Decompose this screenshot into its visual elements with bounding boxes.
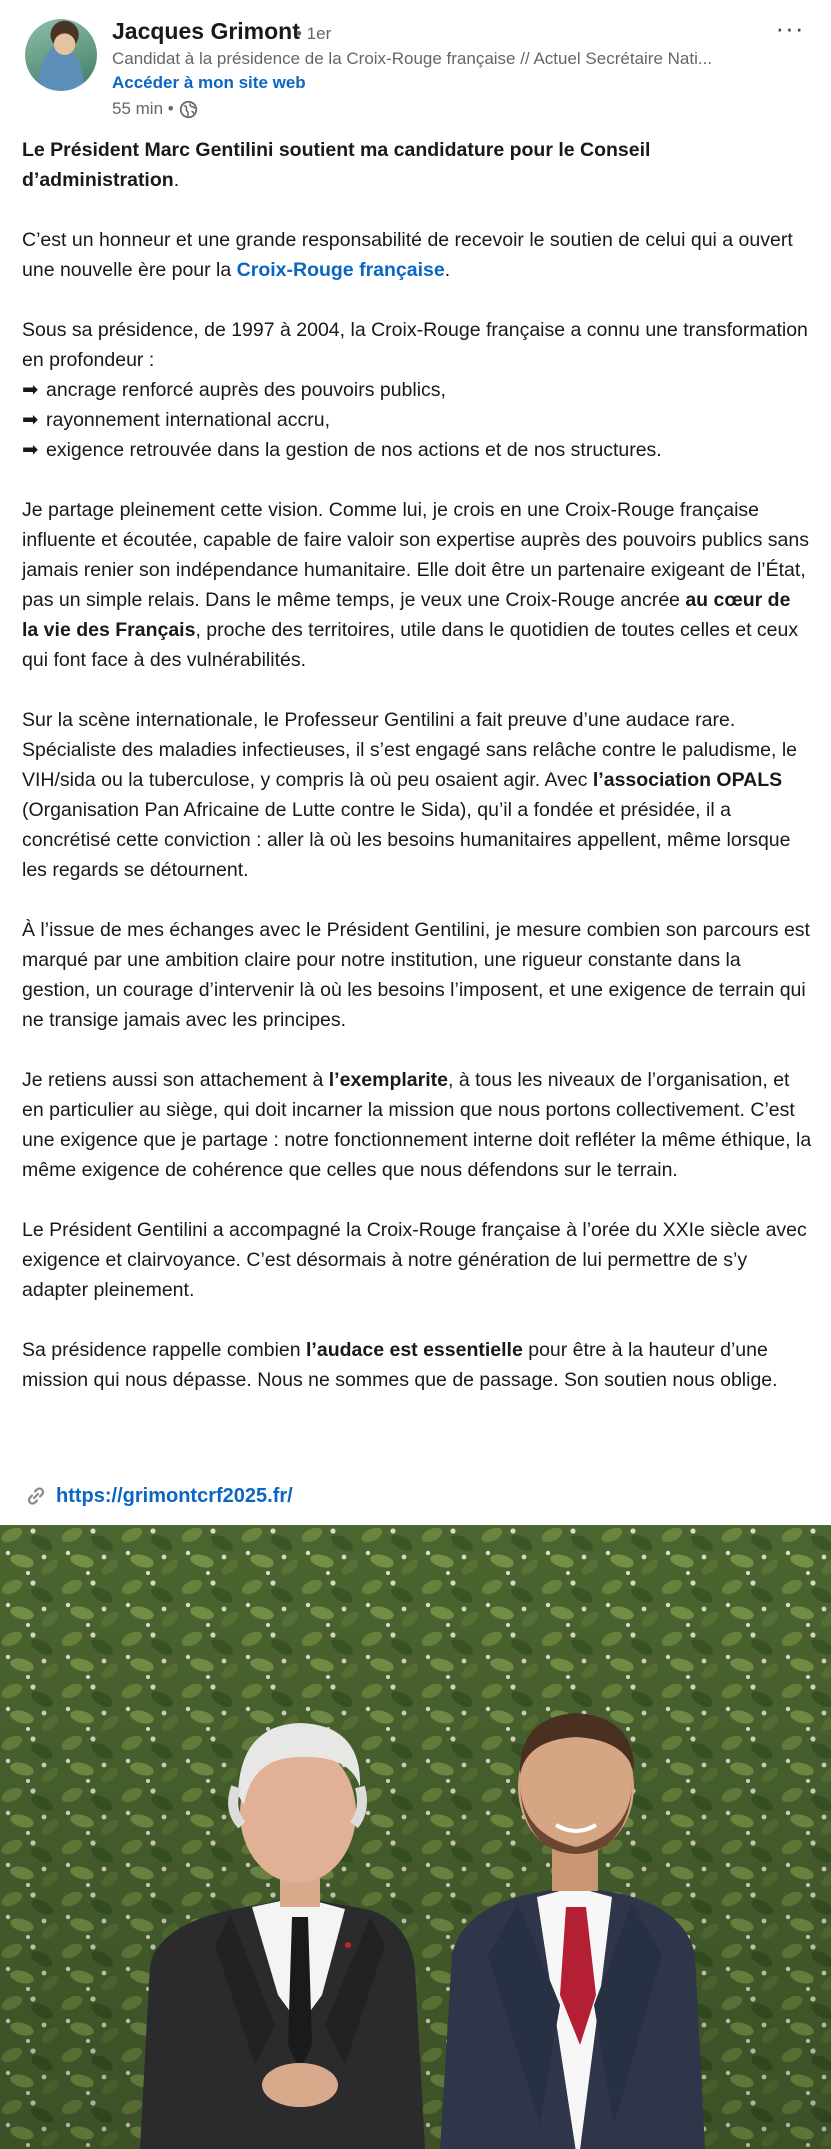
post-meta <box>112 99 198 119</box>
bullet-item: ➡ ancrage renforcé auprès des pouvoirs publics, <box>22 375 812 405</box>
paragraph-4: Je partage pleinement cette vision. Comme lui, je crois en une Croix-Rouge française influente et écoutée, capable de faire valoir son expertise auprès des pouvoirs publics sans jamais renier son indépendance humanitaire. Elle doit être un partenaire exigeant de l’État, pas un simple relais. Dans le même temps, je veux une Croix-Rouge ancrée au cœur de la vie des Français, proche des territoires, utile dans le quotidien de toutes celles et ceux qui font face à des vulnérabilités. <box>22 499 809 671</box>
connection-degree: • 1er <box>296 24 332 43</box>
paragraph-1: Le Président Marc Gentilini soutient ma candidature pour le Conseil d’administration. <box>22 139 651 191</box>
paragraph-3 <box>22 315 812 465</box>
visit-website-link[interactable]: Accéder à mon site web <box>112 73 306 92</box>
arrow-right-icon: ➡ <box>22 439 39 461</box>
paragraph-8: Le Président Gentilini a accompagné la Croix-Rouge française à l’orée du XXIe siècle avec exigence et clairvoyance. C’est désormais à notre génération de lui permettre de s’y adapter pleinement. <box>22 1219 807 1301</box>
campaign-url-link[interactable]: https://grimontcrf2025.fr/ <box>56 1484 293 1507</box>
bullet-item: ➡ rayonnement international accru, <box>22 405 812 435</box>
link-icon <box>24 1484 48 1508</box>
author-name[interactable]: Jacques Grimont <box>112 18 300 44</box>
paragraph-2: C’est un honneur et une grande responsabilité de recevoir le soutien de celui qui a ouvert une nouvelle ère pour la Croix-Rouge française. <box>22 229 793 281</box>
bullets-intro: Sous sa présidence, de 1997 à 2004, la Croix-Rouge française a connu une transformation en profondeur : <box>22 319 808 371</box>
post-time: 55 min • <box>112 99 174 118</box>
paragraph-9: Sa présidence rappelle combien l’audace est essentielle pour être à la hauteur d’une mission qui nous dépasse. Nous ne sommes que de passage. Son soutien nous oblige. <box>22 1339 778 1391</box>
post-photo[interactable] <box>0 1525 831 2149</box>
headline-bold: Le Président Marc Gentilini soutient ma candidature pour le Conseil d’administration <box>22 139 651 191</box>
paragraph-7: Je retiens aussi son attachement à l’exemplarite, à tous les niveaux de l’organisation, et en particulier au siège, qui doit incarner la mission que nous portons collectivement. C’est une exigence que je partage : notre fonctionnement interne doit refléter la même éthique, la même exigence de cohérence que celles que nous défendons sur le terrain. <box>22 1069 812 1181</box>
arrow-right-icon: ➡ <box>22 379 39 401</box>
globe-icon <box>179 100 198 119</box>
more-icon: ··· <box>775 12 805 43</box>
paragraph-6: À l’issue de mes échanges avec le Président Gentilini, je mesure combien son parcours est marqué par une ambition claire pour notre institution, une rigueur constante dans la gestion, un courage d’intervenir là où les besoins l’imposent, et une exigence de terrain qui ne transige jamais avec les principes. <box>22 919 810 1031</box>
author-headline: Candidat à la présidence de la Croix-Rouge française // Actuel Secrétaire Nati... <box>112 49 713 68</box>
arrow-right-icon: ➡ <box>22 409 39 431</box>
post-header <box>0 0 831 130</box>
post-body <box>22 135 812 1425</box>
croix-rouge-mention-link[interactable]: Croix-Rouge française <box>236 259 445 281</box>
post-link-row[interactable] <box>24 1484 293 1508</box>
bullet-item: ➡ exigence retrouvée dans la gestion de nos actions et de nos structures. <box>22 435 812 465</box>
paragraph-5: Sur la scène internationale, le Professeur Gentilini a fait preuve d’une audace rare. Spécialiste des maladies infectieuses, il s’est engagé sans relâche contre le paludisme, le VIH/sida ou la tuberculose, y compris là où peu osaient agir. Avec l’association OPALS (Organisation Pan Africaine de Lutte contre le Sida), qu’il a fondée et présidée, il a concrétisé cette conviction : aller là où les besoins humanitaires appellent, même lorsque les regards se détournent. <box>22 709 798 881</box>
author-avatar[interactable] <box>25 19 97 91</box>
more-options-button[interactable] <box>772 10 808 46</box>
